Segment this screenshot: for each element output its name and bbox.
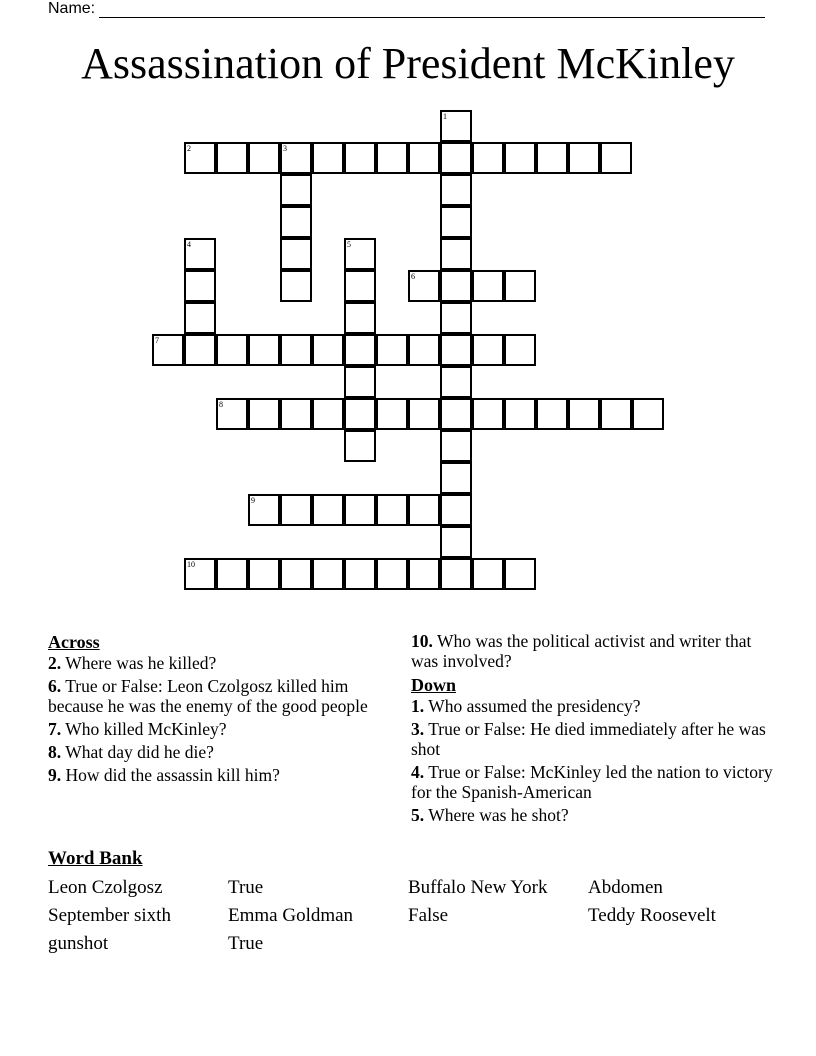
crossword-cell[interactable] — [472, 270, 504, 302]
crossword-cell[interactable] — [344, 142, 376, 174]
clue-number: 8 — [219, 400, 223, 409]
crossword-cell[interactable] — [344, 494, 376, 526]
crossword-cell[interactable] — [408, 494, 440, 526]
crossword-cell[interactable] — [472, 334, 504, 366]
crossword-cell[interactable] — [376, 398, 408, 430]
crossword-cell[interactable] — [344, 398, 376, 430]
crossword-cell[interactable] — [600, 142, 632, 174]
clue-number: 9 — [251, 496, 255, 505]
crossword-cell[interactable] — [568, 142, 600, 174]
crossword-cell[interactable] — [440, 558, 472, 590]
crossword-cell[interactable] — [440, 526, 472, 558]
crossword-cell[interactable] — [312, 558, 344, 590]
crossword-cell[interactable] — [504, 558, 536, 590]
crossword-cell[interactable] — [280, 174, 312, 206]
crossword-cell[interactable] — [440, 366, 472, 398]
crossword-cell[interactable] — [344, 270, 376, 302]
clue-across-9: 9. How did the assassin kill him? — [48, 765, 280, 785]
crossword-cell[interactable] — [472, 142, 504, 174]
crossword-cell[interactable] — [376, 334, 408, 366]
crossword-cell[interactable] — [440, 206, 472, 238]
crossword-cell[interactable] — [184, 302, 216, 334]
crossword-cell[interactable] — [376, 494, 408, 526]
crossword-cell[interactable] — [344, 238, 376, 270]
crossword-cell[interactable] — [216, 558, 248, 590]
crossword-cell[interactable] — [504, 142, 536, 174]
crossword-cell[interactable] — [440, 430, 472, 462]
crossword-cell[interactable] — [280, 142, 312, 174]
clue-across-6: 6. True or False: Leon Czolgosz killed him because he was the enemy of the good people — [48, 676, 368, 716]
crossword-cell[interactable] — [504, 398, 536, 430]
word-bank-item: Leon Czolgosz — [48, 877, 163, 898]
crossword-cell[interactable] — [504, 270, 536, 302]
across-heading: Across — [48, 632, 100, 652]
clue-number: 5 — [347, 240, 351, 249]
word-bank-item: Buffalo New York — [408, 877, 548, 898]
word-bank-item: False — [408, 905, 449, 926]
crossword-cell[interactable] — [408, 398, 440, 430]
word-bank-item: True — [228, 877, 264, 898]
crossword-cell[interactable] — [248, 334, 280, 366]
crossword-cell[interactable] — [280, 334, 312, 366]
clue-number: 6 — [411, 272, 415, 281]
clue-across-2: 2. Where was he killed? — [48, 653, 217, 673]
crossword-cell[interactable] — [440, 174, 472, 206]
crossword-cell[interactable] — [344, 366, 376, 398]
clues-left-column — [48, 631, 408, 788]
clue-down-1: 1. Who assumed the presidency? — [411, 696, 641, 716]
crossword-cell[interactable] — [440, 302, 472, 334]
crossword-cell[interactable] — [408, 142, 440, 174]
crossword-cell[interactable] — [216, 334, 248, 366]
word-bank-heading: Word Bank — [48, 848, 143, 869]
crossword-cell[interactable] — [280, 238, 312, 270]
word-bank-item: Abdomen — [588, 877, 663, 898]
crossword-cell[interactable] — [184, 334, 216, 366]
crossword-cell[interactable] — [184, 270, 216, 302]
clue-number: 1 — [443, 112, 447, 121]
down-heading: Down — [411, 675, 457, 695]
crossword-cell[interactable] — [184, 558, 216, 590]
crossword-cell[interactable] — [440, 270, 472, 302]
clue-down-5: 5. Where was he shot? — [411, 805, 569, 825]
crossword-cell[interactable] — [376, 142, 408, 174]
clue-number: 2 — [187, 144, 191, 153]
crossword-cell[interactable] — [472, 398, 504, 430]
crossword-cell[interactable] — [216, 142, 248, 174]
crossword-cell[interactable] — [280, 206, 312, 238]
crossword-cell[interactable] — [344, 334, 376, 366]
crossword-cell[interactable] — [440, 494, 472, 526]
crossword-cell[interactable] — [440, 238, 472, 270]
crossword-cell[interactable] — [440, 142, 472, 174]
crossword-cell[interactable] — [632, 398, 664, 430]
page-title: Assassination of President McKinley — [81, 39, 735, 88]
crossword-cell[interactable] — [312, 142, 344, 174]
crossword-cell[interactable] — [312, 334, 344, 366]
word-bank-item: Teddy Roosevelt — [588, 905, 716, 926]
crossword-cell[interactable] — [248, 142, 280, 174]
crossword-cell[interactable] — [440, 334, 472, 366]
crossword-cell[interactable] — [280, 494, 312, 526]
clues-right-column — [411, 631, 781, 828]
crossword-cell[interactable] — [408, 558, 440, 590]
crossword-cell[interactable] — [184, 142, 216, 174]
crossword-cell[interactable] — [248, 494, 280, 526]
crossword-cell[interactable] — [344, 430, 376, 462]
clue-number: 3 — [283, 144, 287, 153]
crossword-cell[interactable] — [408, 270, 440, 302]
crossword-cell[interactable] — [472, 558, 504, 590]
crossword-cell[interactable] — [184, 238, 216, 270]
crossword-cell[interactable] — [280, 270, 312, 302]
crossword-cell[interactable] — [248, 398, 280, 430]
word-bank-item: True — [228, 933, 264, 954]
crossword-cell[interactable] — [152, 334, 184, 366]
crossword-cell[interactable] — [248, 558, 280, 590]
word-bank-item: gunshot — [48, 933, 109, 954]
clue-number: 7 — [155, 336, 159, 345]
crossword-cell[interactable] — [408, 334, 440, 366]
crossword-cell[interactable] — [280, 558, 312, 590]
clue-down-3: 3. True or False: He died immediately after he was shot — [411, 719, 766, 759]
crossword-cell[interactable] — [312, 398, 344, 430]
crossword-cell[interactable] — [600, 398, 632, 430]
clue-down-4: 4. True or False: McKinley led the nation to victory for the Spanish-American — [411, 762, 773, 802]
clue-across-8: 8. What day did he die? — [48, 742, 214, 762]
crossword-cell[interactable] — [344, 558, 376, 590]
clue-across-7: 7. Who killed McKinley? — [48, 719, 227, 739]
crossword-cell[interactable] — [280, 398, 312, 430]
word-bank-item: Emma Goldman — [228, 905, 354, 926]
clue-number: 10 — [187, 560, 195, 569]
clue-across-10: 10. Who was the political activist and writer that was involved? — [411, 631, 752, 671]
crossword-cell[interactable] — [536, 142, 568, 174]
crossword-cell[interactable] — [440, 462, 472, 494]
crossword-cell[interactable] — [312, 494, 344, 526]
crossword-cell[interactable] — [568, 398, 600, 430]
crossword-cell[interactable] — [344, 302, 376, 334]
crossword-cell[interactable] — [216, 398, 248, 430]
crossword-cell[interactable] — [536, 398, 568, 430]
crossword-cell[interactable] — [440, 110, 472, 142]
word-bank-item: September sixth — [48, 905, 171, 926]
clue-number: 4 — [187, 240, 191, 249]
name-label: Name: — [48, 0, 96, 17]
crossword-cell[interactable] — [440, 398, 472, 430]
crossword-cell[interactable] — [504, 334, 536, 366]
crossword-cell[interactable] — [376, 558, 408, 590]
